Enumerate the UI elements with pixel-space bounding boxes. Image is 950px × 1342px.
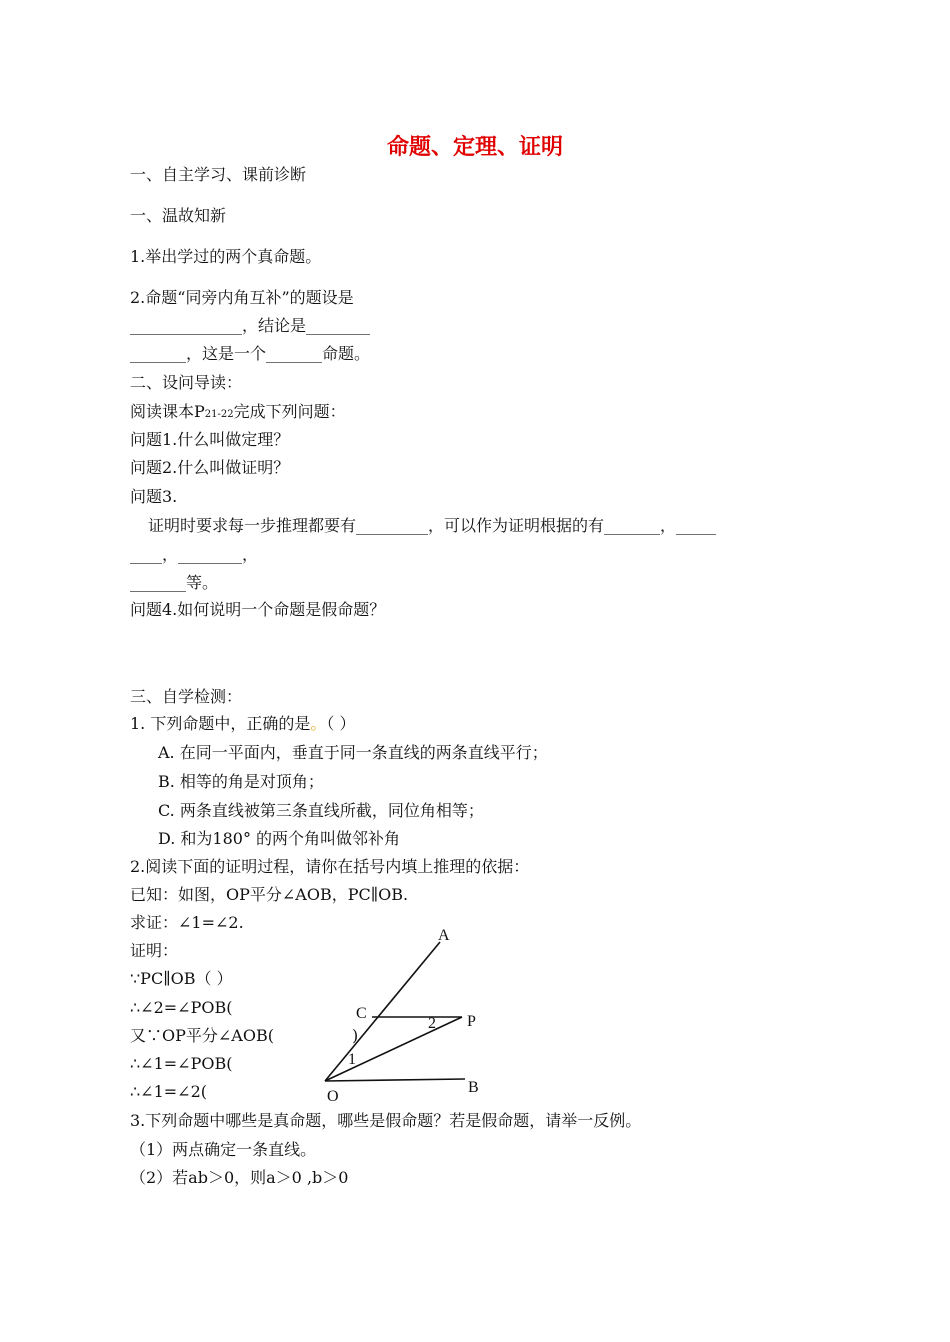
reading-prefix: 阅读课本P: [130, 402, 205, 421]
geometry-figure: [300, 920, 520, 1105]
segment-op: [325, 1017, 462, 1081]
proof-step-3-close: ): [352, 1026, 359, 1045]
test-3-item-1: （1）两点确定一条直线。: [130, 1140, 317, 1159]
prove-statement: 求证：∠1=∠2.: [130, 913, 244, 932]
section-heading-self-study: 一、自主学习、课前诊断: [130, 165, 307, 184]
reading-instruction: [130, 401, 346, 426]
test-1-option-d: D. 和为180° 的两个角叫做邻补角: [158, 829, 401, 848]
proof-step-5: ∴∠1=∠2(: [130, 1082, 207, 1101]
test-1-option-b: B. 相等的角是对顶角；: [158, 772, 324, 791]
label-c: C: [356, 1005, 367, 1022]
angle-1-label: 1: [348, 1051, 356, 1068]
question-2-line-2: ______________，结论是________: [130, 316, 371, 335]
page-range: 21-22: [204, 409, 234, 420]
test-1-bracket: （ ）: [326, 714, 356, 733]
question-2-line-1: 2.命题“同旁内角互补”的题设是: [130, 288, 354, 307]
test-3-stem: 3.下列命题中哪些是真命题，哪些是假命题？若是假命题，请举一反例。: [130, 1111, 642, 1130]
test-1-option-a: A. 在同一平面内，垂直于同一条直线的两条直线平行；: [158, 743, 548, 762]
test-1-text: 1. 下列命题中，正确的是: [130, 714, 311, 733]
problem-3: 问题3.: [130, 487, 178, 506]
proof-heading: 证明：: [130, 941, 179, 960]
page-title: 命题、定理、证明: [386, 135, 563, 160]
question-2-line-3: _______，这是一个_______命题。: [130, 344, 371, 363]
test-1-dot: 。: [310, 714, 327, 733]
proof-step-1: ∵PC∥OB（ ）: [130, 969, 233, 988]
proof-step-4: ∴∠1=∠POB(: [130, 1054, 233, 1073]
section-heading-review: 一、温故知新: [130, 206, 227, 225]
angle-2-label: 2: [428, 1015, 436, 1032]
ray-oa: [325, 942, 440, 1081]
problem-4: 问题4.如何说明一个命题是假命题？: [130, 600, 386, 619]
question-1: 1.举出学过的两个真命题。: [130, 247, 322, 266]
problem-3-line-1: 证明时要求每一步推理都要有_________，可以作为证明根据的有_______，_____: [148, 516, 717, 535]
test-3-item-2: （2）若ab＞0，则a＞0 ,b＞0: [130, 1168, 349, 1187]
problem-2: 问题2.什么叫做证明？: [130, 458, 290, 477]
problem-3-line-3: _______等。: [130, 573, 219, 592]
given-statement: 已知：如图，OP平分∠AOB，PC∥OB.: [130, 885, 409, 904]
proof-step-2: ∴∠2=∠POB(: [130, 998, 233, 1017]
proof-step-3: 又∵OP平分∠AOB(: [130, 1026, 274, 1045]
test-1-stem: [130, 713, 355, 735]
problem-1: 问题1.什么叫做定理？: [130, 430, 290, 449]
label-a: A: [438, 927, 450, 944]
problem-3-line-2: ____，________，: [130, 545, 259, 564]
section-heading-self-test: 三、自学检测：: [130, 687, 243, 706]
label-p: P: [467, 1013, 476, 1030]
test-2-stem: 2.阅读下面的证明过程，请你在括号内填上推理的依据：: [130, 857, 530, 876]
test-1-option-c: C. 两条直线被第三条直线所截，同位角相等；: [158, 801, 484, 820]
ray-ob: [325, 1079, 465, 1081]
section-heading-guided: 二、设问导读：: [130, 373, 243, 392]
reading-suffix: 完成下列问题：: [233, 402, 346, 421]
label-o: O: [327, 1088, 339, 1105]
label-b: B: [468, 1079, 479, 1096]
